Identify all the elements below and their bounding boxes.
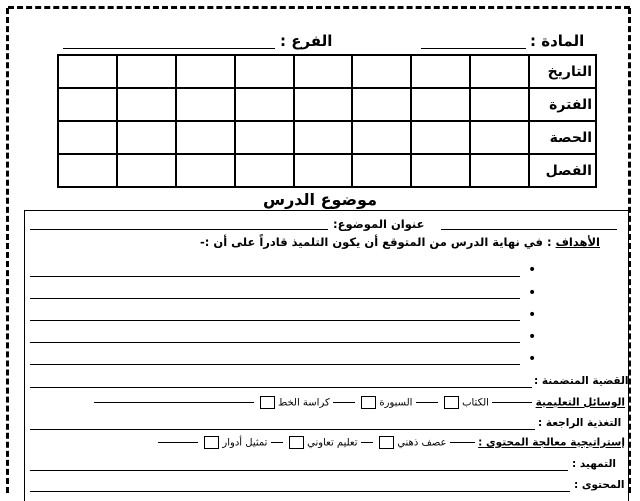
aid-board-label: السبورة <box>379 397 413 409</box>
bullet-4: • <box>528 329 537 345</box>
grid-row-class <box>58 154 596 187</box>
topic-field-right[interactable] <box>441 229 617 230</box>
bullet-3: • <box>528 307 537 323</box>
aid-board-checkbox[interactable] <box>361 396 376 409</box>
strategy-brainstorm-label: عصف ذهني <box>397 437 447 449</box>
intro-label: التمهيد : <box>572 458 617 470</box>
content-label: المحتوى : <box>574 479 625 491</box>
strategy-roleplay-label: تمثيل أدوار <box>222 437 268 449</box>
topic-label: عنوان الموضوع: <box>333 217 425 231</box>
grid-row-period <box>58 88 596 121</box>
bullet-2: • <box>528 285 537 301</box>
lesson-box <box>24 210 629 501</box>
dashed-border-top <box>8 6 630 9</box>
objectives-text: : في نهاية الدرس من المتوقع أن يكون التلميذ قادراً على أن :- <box>200 235 552 249</box>
aid-handwriting-label: كراسة الخط <box>277 397 330 409</box>
dashed-border-left <box>6 8 9 493</box>
subject-label: المادة : <box>530 32 585 50</box>
aid-book-label: الكتاب <box>462 397 489 409</box>
objective-line-3[interactable] <box>30 320 520 321</box>
objective-line-2[interactable] <box>30 298 520 299</box>
bullet-1: • <box>528 262 537 278</box>
objective-line-1[interactable] <box>30 276 520 277</box>
aid-book-checkbox[interactable] <box>444 396 459 409</box>
strategy-cooperative-checkbox[interactable] <box>289 436 304 449</box>
issue-field[interactable] <box>30 387 532 388</box>
objectives-line <box>200 235 600 249</box>
grid-label-period: الفترة <box>529 88 596 121</box>
strategy-cooperative-label: تعليم تعاوني <box>307 437 358 449</box>
strategy-label: إستراتيجية معالجة المحتوى : <box>478 436 625 449</box>
aids-label: الوسائل التعليمية <box>535 396 625 409</box>
grid-row-date <box>58 55 596 88</box>
subject-field[interactable] <box>421 48 526 49</box>
content-field[interactable] <box>30 491 570 492</box>
issue-label: القضية المتضمنة : <box>534 375 629 387</box>
topic-field-left[interactable] <box>30 229 328 230</box>
aid-handwriting-checkbox[interactable] <box>260 396 275 409</box>
feedback-label: التغذية الراجعة : <box>538 417 622 429</box>
topic-title: موضوع الدرس <box>263 190 377 209</box>
grid-row-lesson <box>58 121 596 154</box>
schedule-grid <box>57 54 597 188</box>
branch-field[interactable] <box>63 48 275 49</box>
bullet-5: • <box>528 351 537 367</box>
branch-label: الفرع : <box>280 32 333 50</box>
strategy-row <box>30 436 625 449</box>
objectives-label: الأهداف <box>555 235 601 249</box>
strategy-roleplay-checkbox[interactable] <box>204 436 219 449</box>
grid-label-lesson: الحصة <box>529 121 596 154</box>
grid-label-date: التاريخ <box>529 55 596 88</box>
objective-line-4[interactable] <box>30 342 520 343</box>
aids-row <box>30 396 625 409</box>
objective-line-5[interactable] <box>30 364 520 365</box>
grid-label-class: الفصل <box>529 154 596 187</box>
intro-field[interactable] <box>30 470 568 471</box>
feedback-field[interactable] <box>30 429 535 430</box>
strategy-brainstorm-checkbox[interactable] <box>379 436 394 449</box>
